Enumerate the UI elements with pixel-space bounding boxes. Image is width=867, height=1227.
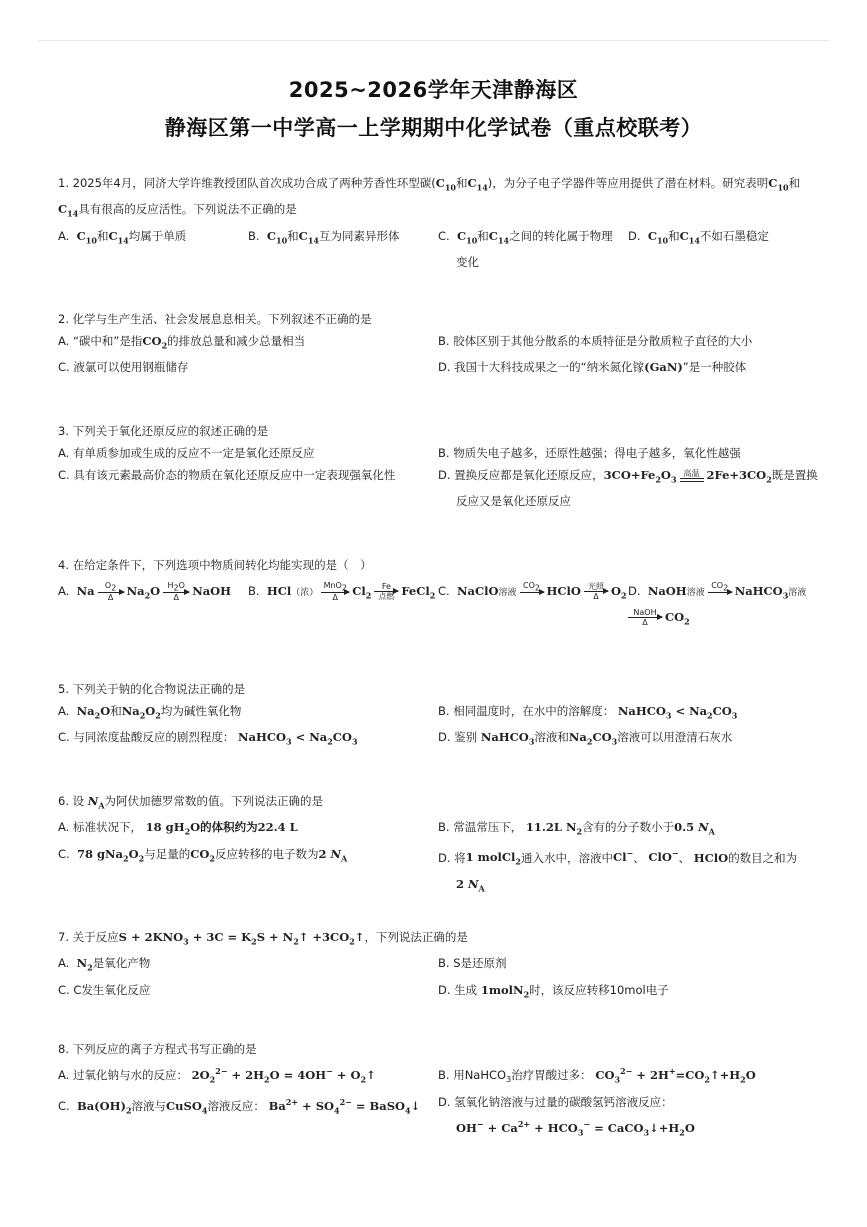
question-8-stem: 8. 下列反应的离子方程式书写正确的是 [58, 1042, 257, 1056]
option-a[interactable]: A. 标准状况下， 18 $gH_2O$的体积约为22.4 L [58, 820, 298, 837]
option-b[interactable]: B. 用NaHCO$_3$治疗胃酸过多： $CO_3^{2-}$ + $2H^+=CO_2↑+H_2O$ [438, 1066, 756, 1085]
option-d[interactable]: D. 生成 1molN$_2$时，该反应转移10mol电子 [438, 982, 669, 999]
option-a[interactable]: A. $N_2$是氧化产物 [58, 956, 151, 973]
option-a[interactable]: A. $Na_2O$和$Na_2O_2$均为碱性氧化物 [58, 704, 242, 721]
question-2 [58, 308, 818, 378]
option-d[interactable]: D. NaOH溶液 $CO_2$ NaHCO$_3$溶液 NaOH Δ $CO_2$ [628, 580, 807, 628]
option-d[interactable]: D. 我国十大科技成果之一的“纳米氮化镓(GaN)”是一种胶体 [438, 360, 747, 375]
option-a[interactable]: A. Na $\frac{O_2}{\Delta}$ $Na_2O$ $\frac{H_2O}{\Delta}$ NaOH [58, 580, 232, 603]
header-divider [38, 40, 829, 41]
option-c[interactable]: C. 具有该元素最高价态的物质在氧化还原反应中一定表现强氧化性 [58, 468, 396, 482]
question-3-stem: 3. 下列关于氧化还原反应的叙述正确的是 [58, 424, 269, 438]
question-1-stem: 1. 2025年4月，同济大学许维教授团队首次成功合成了两种芳香性环型碳($C_{10}$和$C_{14}$)，为分子电子学器件等应用提供了潜在材料。研究表明$C_{10}$和 [58, 176, 801, 193]
question-7-stem: 7. 关于反应$S + 2KNO_3 + 3C = K_2S$ + $N_2↑$ $+3CO_2↑$，下列说法正确的是 [58, 930, 468, 947]
option-b[interactable]: B. $C_{10}$和$C_{14}$互为同素异形体 [248, 228, 400, 245]
question-1: 1. 2025年4月，同济大学许维教授团队首次成功合成了两种芳香性环型碳($C_{10}$和$C_{14}$)，为分子电子学器件等应用提供了潜在材料。研究表明$C_{10}$和 $C_{14}$具有很高的反应活性。下列说法不正确的是 A. $C_{10}$和$C_{14}$均属于单质 B. $C_{10}$和$C_{14}$互为同素异形体 C. $C_{10}$和$C_{14}$之间的转化属于物理 变化 D. $C_{10}$和$C_{14}$不如石墨稳定 [58, 172, 818, 273]
question-1-options [58, 225, 818, 273]
option-b[interactable]: B. HCl（浓） MnO$_2$ Δ $Cl_2$ Fe 点燃 FeCl$_2$ [248, 580, 436, 603]
option-c[interactable]: C. NaClO溶液 $CO_2$ HClO 光照 Δ $O_2$ [438, 580, 627, 601]
question-2-stem: 2. 化学与生产生活、社会发展息息相关。下列叙述不正确的是 [58, 312, 372, 326]
option-b[interactable]: B. 胶体区别于其他分散系的本质特征是分散质粒子直径的大小 [438, 334, 753, 348]
option-d[interactable]: D. 氢氧化钠溶液与过量的碳酸氢钙溶液反应： $OH^- + Ca^{2+} + HCO_3^-$ = $CaCO_3↓+H_2O$ [438, 1095, 695, 1138]
option-b[interactable]: B. 相同温度时，在水中的溶解度： NaHCO$_3$ < $Na_2CO_3$ [438, 704, 738, 721]
page-title-line2: 静海区第一中学高一上学期期中化学试卷（重点校联考） [164, 116, 703, 140]
question-6 [58, 790, 818, 899]
question-4 [58, 554, 818, 633]
question-8 [58, 1038, 818, 1143]
option-d[interactable]: D. $C_{10}$和$C_{14}$不如石墨稳定 [628, 228, 769, 245]
option-a[interactable]: A. 有单质参加或生成的反应不一定是氧化还原反应 [58, 446, 315, 460]
question-3 [58, 420, 818, 512]
option-b[interactable]: B. 物质失电子越多，还原性越强；得电子越多，氧化性越强 [438, 446, 741, 460]
question-5 [58, 678, 818, 753]
option-b[interactable]: B. 常温常压下， 11.2L $N_2$含有的分子数小于0.5 $N_A$ [438, 820, 715, 837]
option-c[interactable]: C. $C_{10}$和$C_{14}$之间的转化属于物理 变化 [438, 228, 613, 269]
option-a[interactable]: A. “碳中和”是指$CO_2$的排放总量和减少总量相当 [58, 334, 306, 351]
question-7 [58, 926, 818, 1005]
option-d[interactable]: D. 鉴别 NaHCO$_3$溶液和$Na_2CO_3$溶液可以用澄清石灰水 [438, 730, 733, 747]
option-c[interactable]: C. 与同浓度盐酸反应的剧烈程度： NaHCO$_3$ < $Na_2CO_3$ [58, 730, 358, 747]
option-d[interactable]: D. 将1 molCl$_2$通入水中，溶液中Cl−、 ClO−、 HClO的数目之和为 2 $N_A$ [438, 848, 798, 894]
option-c[interactable]: C. 液氯可以使用钢瓶储存 [58, 360, 189, 375]
page-title-line1: 2025~2026学年天津静海区 [288, 78, 579, 102]
option-a[interactable]: A. $C_{10}$和$C_{14}$均属于单质 [58, 228, 187, 245]
question-5-stem: 5. 下列关于钠的化合物说法正确的是 [58, 682, 246, 696]
option-b[interactable]: B. S是还原剂 [438, 956, 507, 971]
option-c[interactable]: C. C发生氧化反应 [58, 982, 151, 997]
option-c[interactable]: C. $Ba(OH)_2$溶液与CuSO$_4$溶液反应： $Ba^{2+} + SO_4^{2-}$ = BaSO$_4$↓ [58, 1097, 421, 1116]
option-c[interactable]: C. 78 $gNa_2O_2$与足量的$CO_2$反应转移的电子数为2 $N_A$ [58, 846, 348, 863]
question-6-stem: 6. 设 $N_A$为阿伏加德罗常数的值。下列说法正确的是 [58, 794, 324, 811]
option-a[interactable]: A. 过氧化钠与水的反应： $2O_2^{2-} + 2H_2O = 4OH^-$ + $O_2↑$ [58, 1066, 376, 1085]
question-4-stem: 4. 在给定条件下，下列选项中物质间转化均能实现的是（ ） [58, 558, 372, 572]
option-d[interactable]: D. 置换反应都是氧化还原反应，$3CO+Fe_2O_3$ 高温 $2Fe+3CO_2$既是置换 反应又是氧化还原反应 [438, 468, 818, 509]
